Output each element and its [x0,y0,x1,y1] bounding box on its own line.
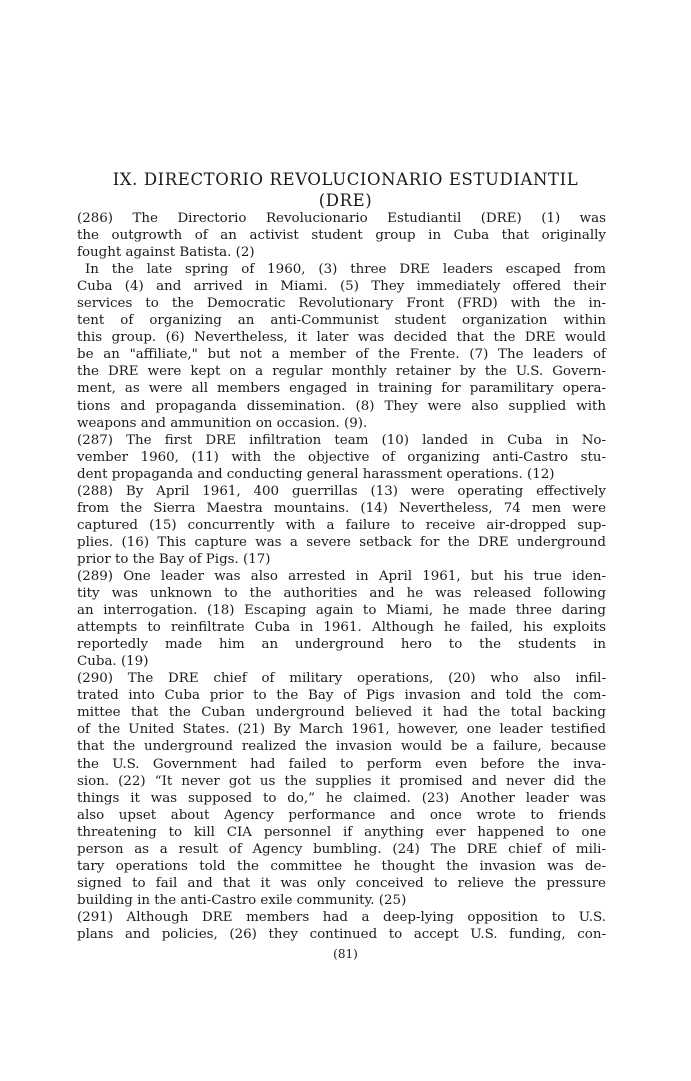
text-line: also upset about Agency performance and once wrote to friends [77,807,606,823]
chapter-title: IX. DIRECTORIO REVOLUCIONARIO ESTUDIANTIL [112,170,579,189]
text-line: things it was supposed to do,” he claimed. (23) Another leader was [77,790,606,806]
text-line: plies. (16) This capture was a severe setback for the DRE underground [77,534,606,550]
chapter-title-abbreviation: (DRE) [318,191,373,210]
text-line: the DRE were kept on a regular monthly retainer by the U.S. Govern- [77,364,606,380]
paragraph [77,483,606,568]
text-line: (289) One leader was also arrested in April 1961, but his true iden- [77,568,606,584]
text-line: tity was unknown to the authorities and he was released following [77,586,606,602]
text-line: an interrogation. (18) Escaping again to Miami, he made three daring [77,603,606,619]
text-line: building in the anti-Castro exile community. (25) [77,892,407,908]
text-line: Cuba. (19) [77,654,149,670]
text-line: this group. (6) Nevertheless, it later was decided that the DRE would [77,330,606,346]
text-line: (291) Although DRE members had a deep-lying opposition to U.S. [77,909,606,925]
text-line: threatening to kill CIA personnel if anything ever happened to one [77,824,606,840]
text-line: vember 1960, (11) with the objective of organizing anti-Castro stu- [77,449,606,465]
paragraph [77,210,606,261]
text-line: (286) The Directorio Revolucionario Estudiantil (DRE) (1) was [77,211,606,226]
text-line: Cuba (4) and arrived in Miami. (5) They immediately offered their [77,279,606,295]
paragraph [77,568,606,670]
body-text [77,210,606,943]
text-line: signed to fail and that it was only conceived to relieve the pressure [77,875,606,891]
text-line: the U.S. Government had failed to perform even before the inva- [77,756,606,772]
paragraph [77,261,606,431]
text-line: the outgrowth of an activist student group in Cuba that originally [77,228,606,244]
text-line: person as a result of Agency bumbling. (24) The DRE chief of mili- [77,841,606,857]
text-line: ment, as were all members engaged in training for paramilitary opera- [77,381,606,397]
text-line: (287) The first DRE infiltration team (10) landed in Cuba in No- [77,432,606,448]
text-line: mittee that the Cuban underground believed it had the total backing [77,705,606,721]
text-line: fought against Batista. (2) [77,245,255,261]
text-line: that the underground realized the invasion would be a failure, because [77,739,606,755]
text-line: tions and propaganda dissemination. (8) They were also supplied with [77,398,606,414]
text-line: from the Sierra Maestra mountains. (14) Nevertheless, 74 men were [77,500,606,516]
text-line: of the United States. (21) By March 1961, however, one leader testified [77,722,606,738]
paragraph [77,432,606,483]
text-line: tary operations told the committee he thought the invasion was de- [77,858,606,874]
text-line: trated into Cuba prior to the Bay of Pigs invasion and told the com- [77,688,606,704]
text-line: plans and policies, (26) they continued to accept U.S. funding, con- [77,926,606,942]
paragraph [77,670,606,909]
paragraph [77,909,606,943]
text-line: sion. (22) “It never got us the supplies it promised and never did the [77,773,606,789]
text-line: (290) The DRE chief of military operations, (20) who also infil- [77,671,606,687]
text-line: attempts to reinfiltrate Cuba in 1961. Although he failed, his exploits [77,620,606,636]
text-line: captured (15) concurrently with a failure to receive air-dropped sup- [77,517,606,533]
text-line: In the late spring of 1960, (3) three DRE leaders escaped from [85,262,606,278]
text-line: reportedly made him an underground hero to the students in [77,637,606,653]
page-number: (81) [333,947,358,961]
text-line: (288) By April 1961, 400 guerrillas (13) were operating effectively [77,483,606,499]
text-line: be an "affiliate," but not a member of the Frente. (7) The leaders of [77,347,606,363]
text-line: weapons and ammunition on occasion. (9). [77,415,368,431]
text-line: services to the Democratic Revolutionary Front (FRD) with the in- [77,296,606,312]
text-line: tent of organizing an anti-Communist student organization within [77,313,606,329]
text-line: dent propaganda and conducting general harassment operations. (12) [77,466,555,482]
text-line: prior to the Bay of Pigs. (17) [77,551,271,567]
